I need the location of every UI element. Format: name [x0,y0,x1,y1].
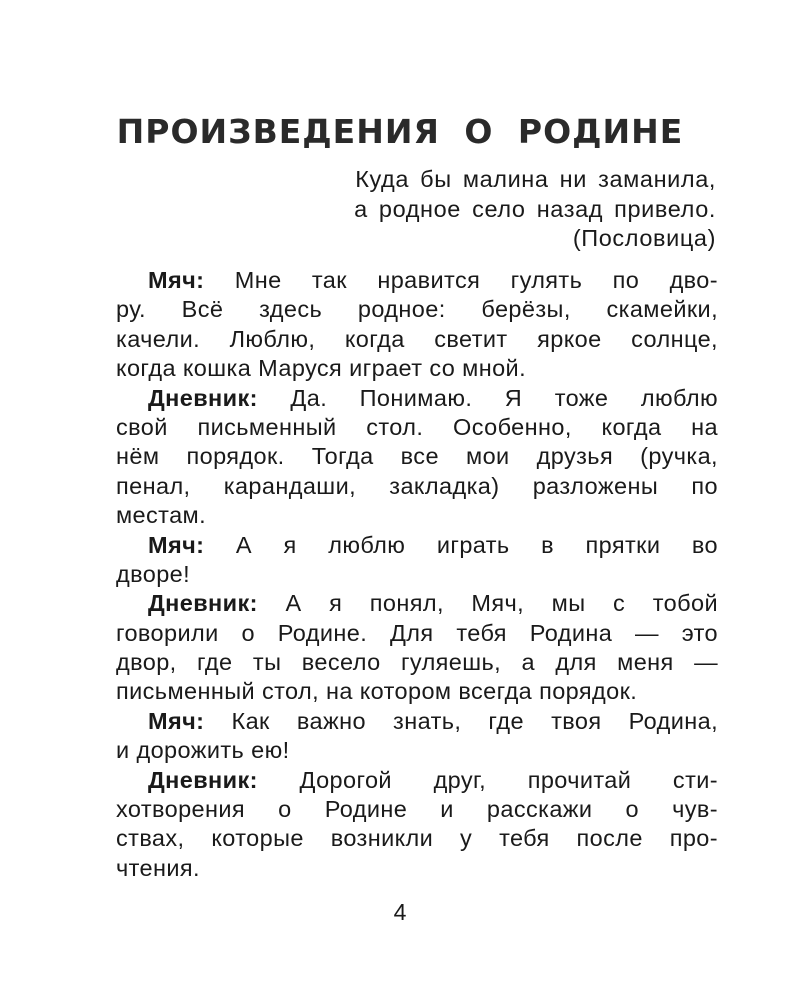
speaker-label: Мяч: [148,531,205,558]
paragraph-6-line-4: чтения. [116,854,200,881]
paragraph-1-line-3: качели. Люблю, когда светит яркое солнце, [116,325,718,352]
paragraph-2-line-1 [116,384,718,413]
page-number: 4 [393,899,407,925]
text-line: Да. Понимаю. Я тоже люблю [257,384,718,411]
text-line: А я понял, Мяч, мы с тобой [257,590,718,617]
text-line: А я люблю играть в прятки во [204,531,718,558]
paragraph-4-line-4: письменный стол, на котором всегда порядок. [116,678,638,705]
epigraph [156,165,716,254]
paragraph-6-line-2: хотворения о Родине и расскажи о чув- [116,796,718,823]
paragraph-2-line-5: местам. [116,502,207,529]
paragraph-5-line-2: и дорожить ею! [116,737,290,764]
paragraph-5-line-1 [116,707,718,736]
dialogue-text [116,266,718,883]
speaker-label: Дневник: [148,766,258,793]
paragraph-1-line-1 [116,266,718,295]
paragraph-4-line-2: говорили о Родине. Для тебя Родина — это [116,619,718,646]
paragraph-1-line-2: ру. Всё здесь родное: берёзы, скамейки, [116,296,718,323]
paragraph-1-line-4: когда кошка Маруся играет со мной. [116,355,527,382]
paragraph-6-line-1 [116,766,718,795]
paragraph-2-line-3: нём порядок. Тогда все мои друзья (ручка, [116,443,718,470]
paragraph-4-line-3: двор, где ты весело гуляешь, а для меня — [116,649,718,676]
epigraph-line-2: а родное село назад привело. [354,195,716,222]
speaker-label: Дневник: [148,384,258,411]
paragraph-4-line-1 [116,589,718,618]
paragraph-2-line-2: свой письменный стол. Особенно, когда на [116,413,718,440]
speaker-label: Мяч: [148,707,205,734]
text-line: Мне так нравится гулять по дво- [204,267,718,293]
paragraph-3-line-2: дворе! [116,560,191,587]
speaker-label: Дневник: [148,590,258,617]
epigraph-line-1: Куда бы малина ни заманила, [355,166,716,192]
paragraph-2-line-4: пенал, карандаши, закладка) разложены по [116,472,718,499]
speaker-label: Мяч: [148,267,205,293]
text-line: Как важно знать, где твоя Родина, [204,707,718,734]
epigraph-source: (Пословица) [572,225,716,251]
paragraph-3-line-1 [116,531,718,560]
text-line: Дорогой друг, прочитай сти- [257,766,718,793]
paragraph-6-line-3: ствах, которые возникли у тебя после про- [116,825,718,852]
page-title: ПРОИЗВЕДЕНИЯ О РОДИНЕ [116,112,684,151]
